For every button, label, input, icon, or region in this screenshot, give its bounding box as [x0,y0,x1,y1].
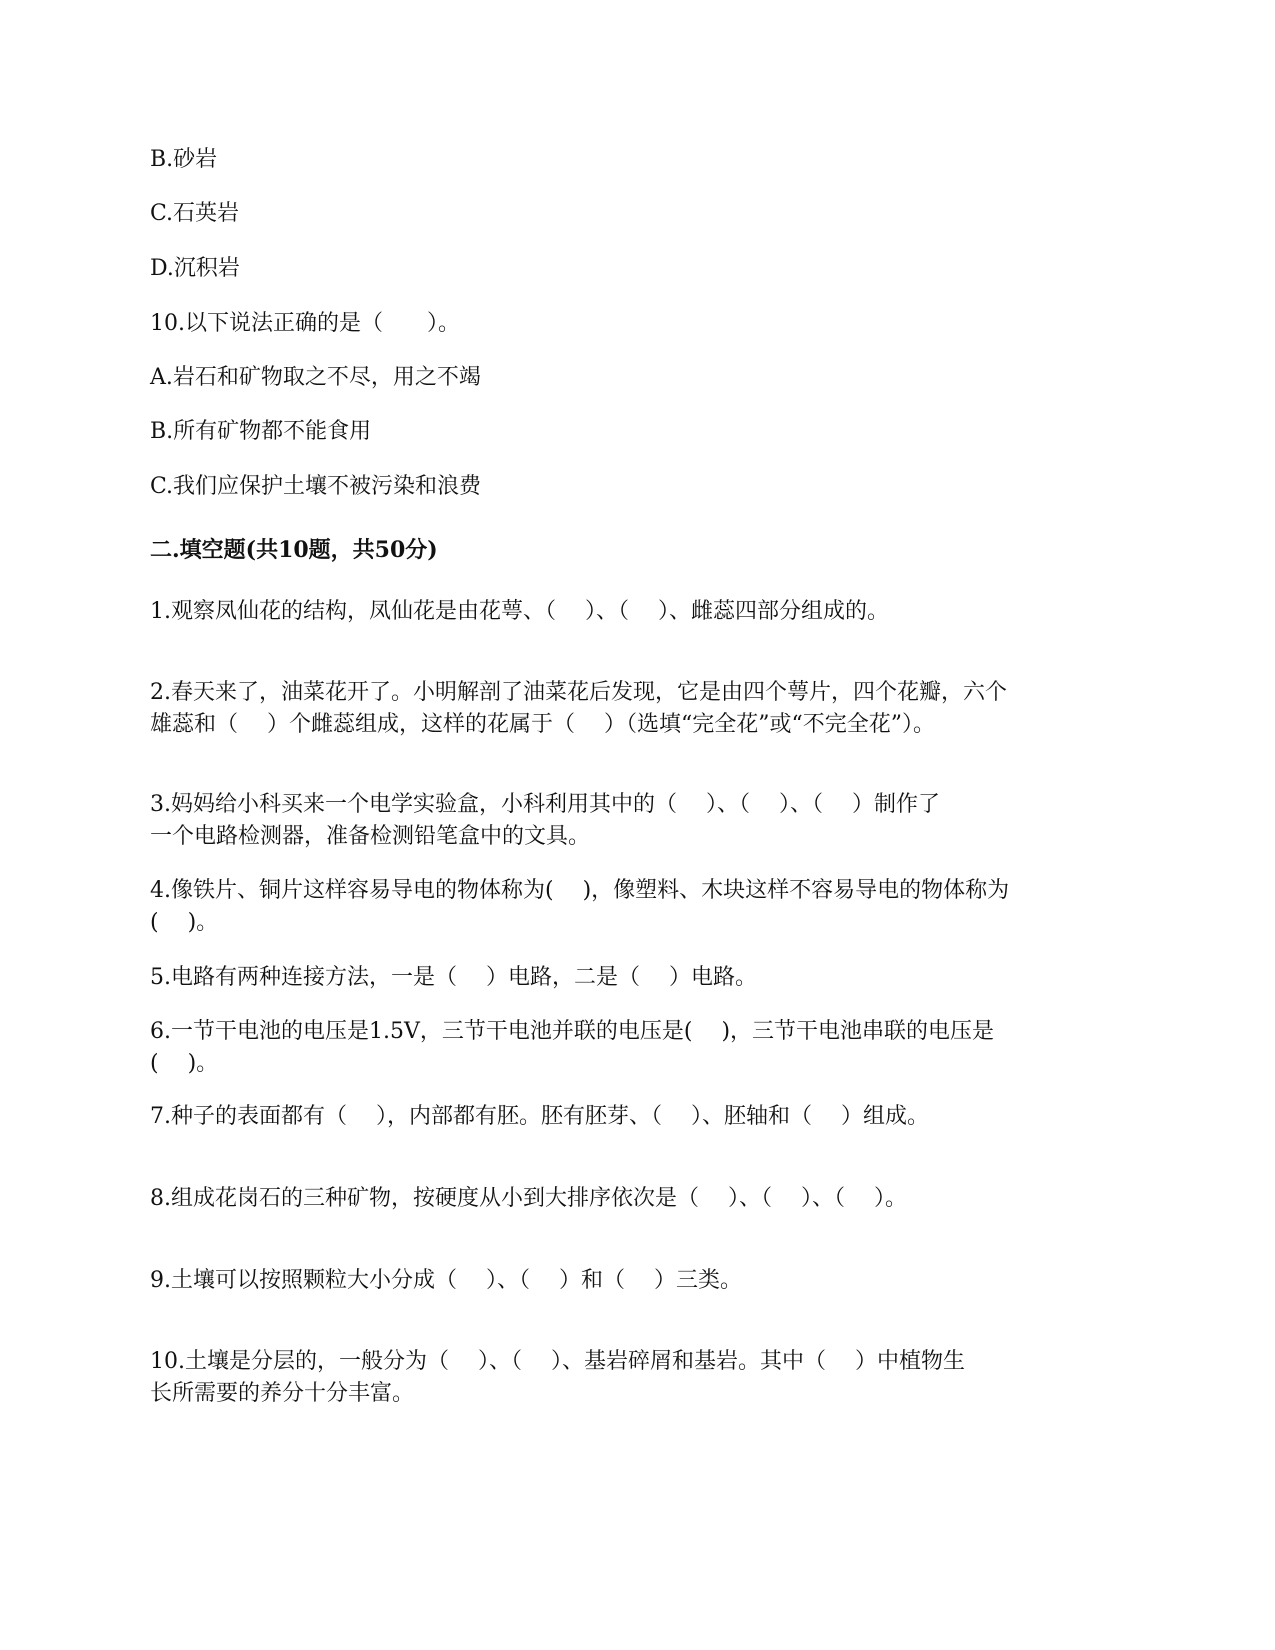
question-line: 7.种子的表面都有（ ），内部都有胚。胚有胚芽、（ ）、胚轴和（ ）组成。 [150,1104,929,1129]
section-heading: 二.填空题(共10题，共50分) [150,537,438,563]
question-line: 5.电路有两种连接方法，一是（ ）电路，二是（ ）电路。 [150,965,757,990]
q10-option-a: A.岩石和矿物取之不尽，用之不竭 [150,365,481,390]
fill-question-10 [150,1346,1130,1410]
question-line: 一个电路检测器，准备检测铅笔盒中的文具。 [150,824,591,849]
fill-question-1 [150,596,1130,628]
question-line: ( )。 [150,910,219,935]
fill-question-3 [150,789,1130,853]
question-line: 1.观察凤仙花的结构，凤仙花是由花萼、（ ）、（ ）、雌蕊四部分组成的。 [150,599,889,624]
fill-question-4 [150,875,1130,939]
fill-question-7 [150,1101,1130,1133]
q9-option-b: B.砂岩 [150,147,218,172]
fill-question-5 [150,962,1130,994]
question-line: 10.土壤是分层的，一般分为（ ）、（ ）、基岩碎屑和基岩。其中（ ）中植物生 [150,1349,965,1374]
question-line: 4.像铁片、铜片这样容易导电的物体称为( )，像塑料、木块这样不容易导电的物体称为 [150,878,1010,903]
question-line: 雄蕊和（ ）个雌蕊组成，这样的花属于（ ）（选填“完全花”或“不完全花”）。 [150,712,935,737]
question-line: 9.土壤可以按照颗粒大小分成（ ）、（ ）和（ ）三类。 [150,1268,742,1293]
fill-question-8 [150,1183,1130,1215]
q10-stem: 10.以下说法正确的是（ ）。 [150,311,460,336]
question-line: 长所需要的养分十分丰富。 [150,1381,415,1406]
fill-question-6 [150,1016,1130,1080]
question-line: 3.妈妈给小科买来一个电学实验盒，小科利用其中的（ ）、（ ）、（ ）制作了 [150,792,940,817]
q10-option-c: C.我们应保护土壤不被污染和浪费 [150,474,482,499]
question-line: ( )。 [150,1051,219,1076]
q9-option-d: D.沉积岩 [150,256,240,281]
q10-option-b: B.所有矿物都不能食用 [150,419,372,444]
question-line: 6.一节干电池的电压是1.5V，三节干电池并联的电压是( )，三节干电池串联的电压是 [150,1019,995,1044]
fill-question-2 [150,677,1130,741]
question-line: 2.春天来了，油菜花开了。小明解剖了油菜花后发现，它是由四个萼片，四个花瓣，六个 [150,680,1007,705]
question-line: 8.组成花岗石的三种矿物，按硬度从小到大排序依次是（ ）、（ ）、（ ）。 [150,1186,907,1211]
fill-question-9 [150,1265,1130,1297]
q9-option-c: C.石英岩 [150,201,240,226]
